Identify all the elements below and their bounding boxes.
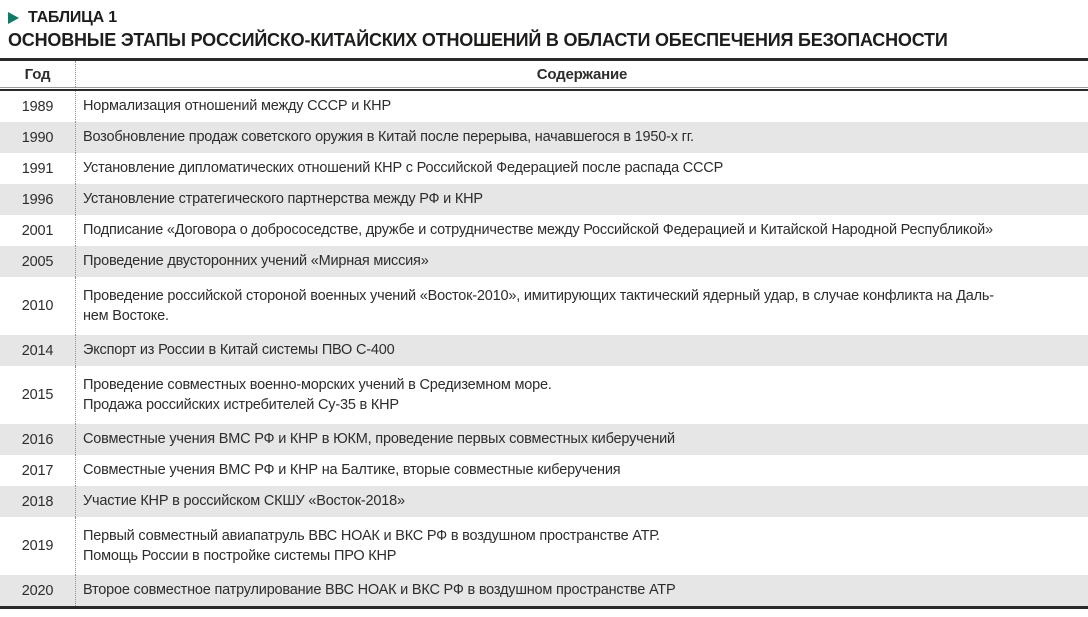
year-cell: 2018 (0, 486, 76, 517)
year-cell: 2016 (0, 424, 76, 455)
content-line: Проведение российской стороной военных учений «Восток-2010», имитирующих тактический ядерный удар, в случае конфликта на Даль- (83, 288, 994, 305)
content-cell (76, 153, 1088, 184)
content-cell (76, 486, 1088, 517)
year-cell: 2001 (0, 215, 76, 246)
content-cell (76, 517, 1088, 575)
content-cell (76, 335, 1088, 366)
content-cell (76, 215, 1088, 246)
year-cell: 2005 (0, 246, 76, 277)
year-cell: 1991 (0, 153, 76, 184)
content-line: Проведение совместных военно-морских учений в Средиземном море. (83, 377, 552, 394)
content-cell (76, 424, 1088, 455)
content-cell (76, 91, 1088, 122)
year-cell: 2020 (0, 575, 76, 606)
table-bottom-rule (0, 606, 1088, 609)
table-row (0, 575, 1088, 606)
content-cell (76, 277, 1088, 335)
table-row (0, 215, 1088, 246)
year-cell: 2019 (0, 517, 76, 575)
table-row (0, 277, 1088, 335)
content-cell (76, 122, 1088, 153)
table-row (0, 335, 1088, 366)
content-line: Возобновление продаж советского оружия в Китай после перерыва, начавшегося в 1950-х гг. (83, 129, 694, 146)
content-cell (76, 575, 1088, 606)
content-line: Продажа российских истребителей Су-35 в КНР (83, 397, 399, 414)
table-row (0, 366, 1088, 424)
column-header-content: Содержание (536, 65, 628, 83)
arrow-right-icon (8, 12, 19, 24)
table-kicker: ТАБЛИЦА 1 (28, 9, 117, 26)
content-line: Помощь России в постройке системы ПРО КНР (83, 548, 397, 565)
content-line: Второе совместное патрулирование ВВС НОАК и ВКС РФ в воздушном пространстве АТР (83, 582, 676, 599)
content-line: Установление стратегического партнерства между РФ и КНР (83, 191, 483, 208)
content-line: нем Востоке. (83, 308, 169, 325)
year-cell: 2017 (0, 455, 76, 486)
content-line: Экспорт из России в Китай системы ПВО С-400 (83, 342, 395, 359)
content-line: Нормализация отношений между СССР и КНР (83, 98, 391, 115)
content-line: Установление дипломатических отношений КНР с Российской Федерацией после распада СССР (83, 160, 724, 177)
year-cell: 2014 (0, 335, 76, 366)
table-row (0, 184, 1088, 215)
table-row (0, 246, 1088, 277)
table-row (0, 455, 1088, 486)
year-cell: 1996 (0, 184, 76, 215)
table-row (0, 486, 1088, 517)
table-row (0, 91, 1088, 122)
year-cell: 2015 (0, 366, 76, 424)
content-cell (76, 455, 1088, 486)
table-row (0, 122, 1088, 153)
content-cell (76, 184, 1088, 215)
content-line: Совместные учения ВМС РФ и КНР в ЮКМ, проведение первых совместных киберучений (83, 431, 675, 448)
content-line: Участие КНР в российском СКШУ «Восток-2018» (83, 493, 405, 510)
year-cell: 2010 (0, 277, 76, 335)
content-cell (76, 246, 1088, 277)
content-line: Подписание «Договора о добрососедстве, дружбе и сотрудничестве между Российской Федерацией и Китайской Народной Республикой» (83, 222, 993, 239)
year-cell: 1989 (0, 91, 76, 122)
year-cell: 1990 (0, 122, 76, 153)
content-cell (76, 366, 1088, 424)
content-line: Совместные учения ВМС РФ и КНР на Балтике, вторые совместные киберучения (83, 462, 621, 479)
table-row (0, 424, 1088, 455)
table-header-row (0, 61, 1088, 87)
table-body (0, 91, 1088, 606)
column-header-year: Год (0, 61, 76, 87)
table-row (0, 153, 1088, 184)
table-row (0, 517, 1088, 575)
table-title: ОСНОВНЫЕ ЭТАПЫ РОССИЙСКО-КИТАЙСКИХ ОТНОШЕНИЙ В ОБЛАСТИ ОБЕСПЕЧЕНИЯ БЕЗОПАСНОСТИ (8, 30, 948, 51)
content-line: Проведение двусторонних учений «Мирная миссия» (83, 253, 429, 270)
content-line: Первый совместный авиапатруль ВВС НОАК и ВКС РФ в воздушном пространстве АТР. (83, 528, 660, 545)
table-kicker-row (0, 0, 1088, 27)
